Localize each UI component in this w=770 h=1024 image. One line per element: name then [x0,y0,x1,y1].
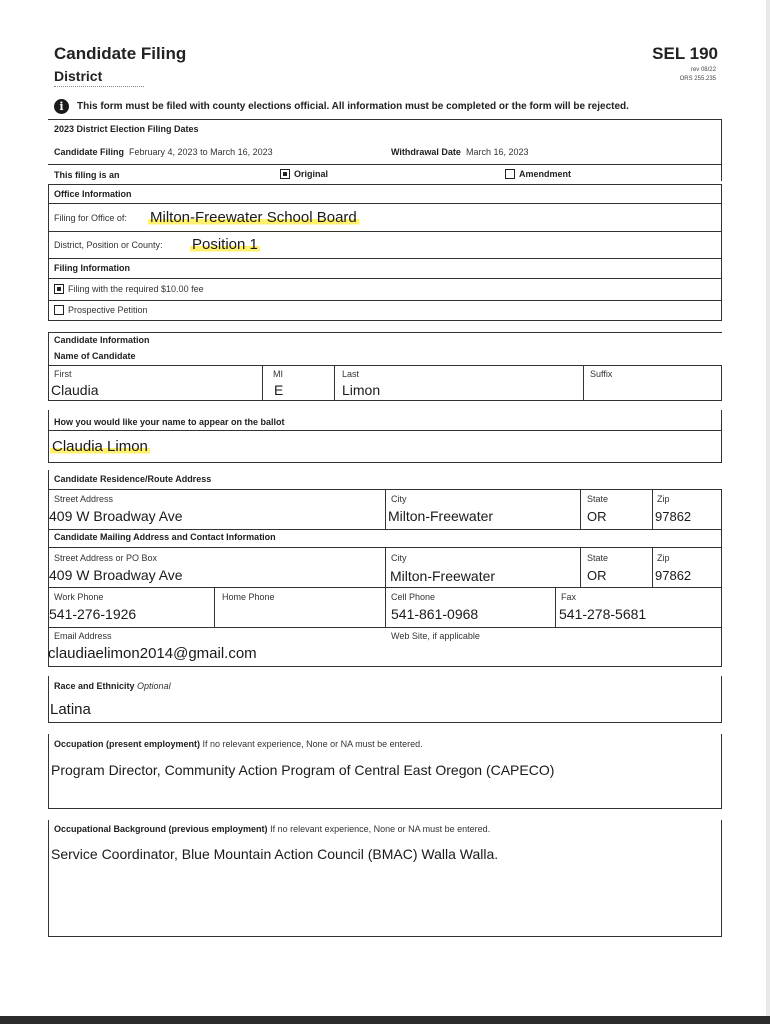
email-label: Email Address [54,631,112,641]
office-info-heading: Office Information [54,189,132,199]
form-subtitle: District [54,68,103,84]
filing-dates-heading: 2023 District Election Filing Dates [54,124,199,134]
petition-option[interactable] [54,305,148,315]
ballot-name-text: Claudia Limon [52,438,148,455]
residence-city-value[interactable]: Milton-Freewater [388,508,494,524]
first-name-value[interactable]: Claudia [51,382,99,398]
race-label-row [54,681,171,691]
residence-street-value[interactable]: 409 W Broadway Ave [49,508,183,524]
divider [652,547,653,587]
ballot-name-value[interactable] [50,438,150,455]
home-phone-label: Home Phone [222,592,275,602]
office-label: Filing for Office of: [54,213,127,223]
candidate-filing-label: Candidate Filing [54,147,125,157]
divider [48,587,722,588]
candidate-name-heading: Name of Candidate [54,351,136,361]
divider [721,734,722,808]
residence-city-label: City [391,494,407,504]
district-value[interactable] [190,236,260,253]
candidate-filing-value: February 4, 2023 to March 16, 2023 [129,147,273,157]
amendment-checkbox[interactable] [505,169,515,179]
mailing-zip-label: Zip [657,553,670,563]
occupation-value[interactable]: Program Director, Community Action Program of Central East Oregon (CAPECO) [51,762,555,778]
fee-label: Filing with the required $10.00 fee [68,284,204,294]
filing-type-label: This filing is an [54,170,120,180]
divider [48,332,49,400]
work-phone-label: Work Phone [54,592,104,602]
mailing-heading: Candidate Mailing Address and Contact Information [54,532,276,542]
middle-initial-label: MI [273,369,283,379]
divider [48,722,722,723]
form-title: Candidate Filing [54,44,187,63]
ballot-name-label: How you would like your name to appear on the ballot [54,417,285,427]
occupation-note: If no relevant experience, None or NA must be entered. [202,739,423,749]
district-label: District, Position or County: [54,240,163,250]
mailing-state-label: State [587,553,609,563]
filing-notice [54,99,629,114]
office-value-text: Milton-Freewater School Board [150,209,357,226]
petition-checkbox[interactable] [54,305,64,315]
divider [48,462,722,463]
mailing-street-label: Street Address or PO Box [54,553,158,563]
candidate-info-heading: Candidate Information [54,335,150,345]
residence-state-value[interactable]: OR [587,509,607,524]
residence-street-label: Street Address [54,494,114,504]
amendment-label: Amendment [519,169,572,179]
original-label: Original [294,169,329,179]
divider [48,332,722,333]
background-value[interactable]: Service Coordinator, Blue Mountain Action Council (BMAC) Walla Walla. [51,846,499,862]
revision-date: rev 08/22 [690,67,716,73]
divider [214,587,215,627]
divider [48,300,722,301]
fax-value[interactable]: 541-278-5681 [559,606,647,622]
divider [48,164,722,165]
divider [48,430,722,431]
scan-edge [766,0,770,1024]
divider [48,666,722,667]
race-optional: Optional [137,681,171,691]
fax-label: Fax [561,592,577,602]
divider [48,400,722,401]
divider [721,820,722,936]
withdrawal-label: Withdrawal Date [391,147,461,157]
divider [54,86,144,87]
divider [48,231,722,232]
race-value[interactable]: Latina [50,701,91,718]
background-label: Occupational Background (previous employment) [54,824,268,834]
original-checkbox[interactable] [280,169,290,179]
background-label-row [54,824,490,834]
statute-reference: ORS 255.235 [679,76,716,82]
district-value-text: Position 1 [192,236,258,253]
divider [652,489,653,529]
cell-phone-value[interactable]: 541-861-0968 [391,606,479,622]
divider [48,529,722,530]
residence-heading: Candidate Residence/Route Address [54,474,212,484]
scan-edge [0,1016,770,1024]
divider [48,808,722,809]
divider [334,365,335,400]
divider [721,410,722,462]
email-value[interactable]: claudiaelimon2014@gmail.com [48,645,257,662]
occupation-label-row [54,739,423,749]
divider [48,365,722,366]
divider [721,365,722,400]
work-phone-value[interactable]: 541-276-1926 [49,606,137,622]
divider [48,676,49,722]
petition-label: Prospective Petition [68,305,148,315]
divider [721,676,722,722]
website-label: Web Site, if applicable [391,631,480,641]
divider [48,320,722,321]
mailing-zip-value[interactable]: 97862 [655,568,692,583]
middle-initial-value[interactable]: E [274,382,284,398]
residence-state-label: State [587,494,609,504]
race-label: Race and Ethnicity [54,681,135,691]
divider [48,410,49,462]
occupation-label: Occupation (present employment) [54,739,201,749]
divider [385,489,386,529]
last-name-value[interactable]: Limon [342,382,381,398]
office-value[interactable] [148,209,359,226]
divider [721,489,722,666]
divider [580,547,581,587]
form-revision [680,66,716,84]
divider [580,489,581,529]
divider [48,734,49,808]
mailing-city-label: City [391,553,407,563]
filing-info-heading: Filing Information [54,263,130,273]
withdrawal-date [391,147,529,157]
background-note: If no relevant experience, None or NA must be entered. [270,824,491,834]
divider [48,820,49,936]
divider [48,258,722,259]
divider [48,203,722,204]
info-icon: i [54,99,69,114]
divider [262,365,263,400]
original-option[interactable] [280,169,328,179]
divider [48,278,722,279]
fee-checkbox[interactable] [54,284,64,294]
notice-text: This form must be filed with county elections official. All information must be completed or the form will be rejected. [77,101,629,112]
residence-zip-label: Zip [657,494,670,504]
fee-option[interactable] [54,284,204,294]
divider [48,627,722,628]
divider [721,119,722,181]
divider [583,365,584,400]
divider [555,587,556,627]
suffix-label: Suffix [590,369,613,379]
candidate-filing-dates [54,147,273,157]
divider [48,119,722,120]
mailing-city-value[interactable]: Milton-Freewater [390,568,496,584]
mailing-state-value[interactable]: OR [587,568,607,583]
amendment-option[interactable] [505,169,571,179]
residence-zip-value[interactable]: 97862 [655,509,692,524]
withdrawal-value: March 16, 2023 [465,147,529,157]
mailing-street-value[interactable]: 409 W Broadway Ave [49,567,183,583]
first-name-label: First [54,369,72,379]
form-code: SEL 190 [652,44,718,63]
cell-phone-label: Cell Phone [391,592,436,602]
last-name-label: Last [342,369,360,379]
divider [48,936,722,937]
divider [48,184,722,185]
